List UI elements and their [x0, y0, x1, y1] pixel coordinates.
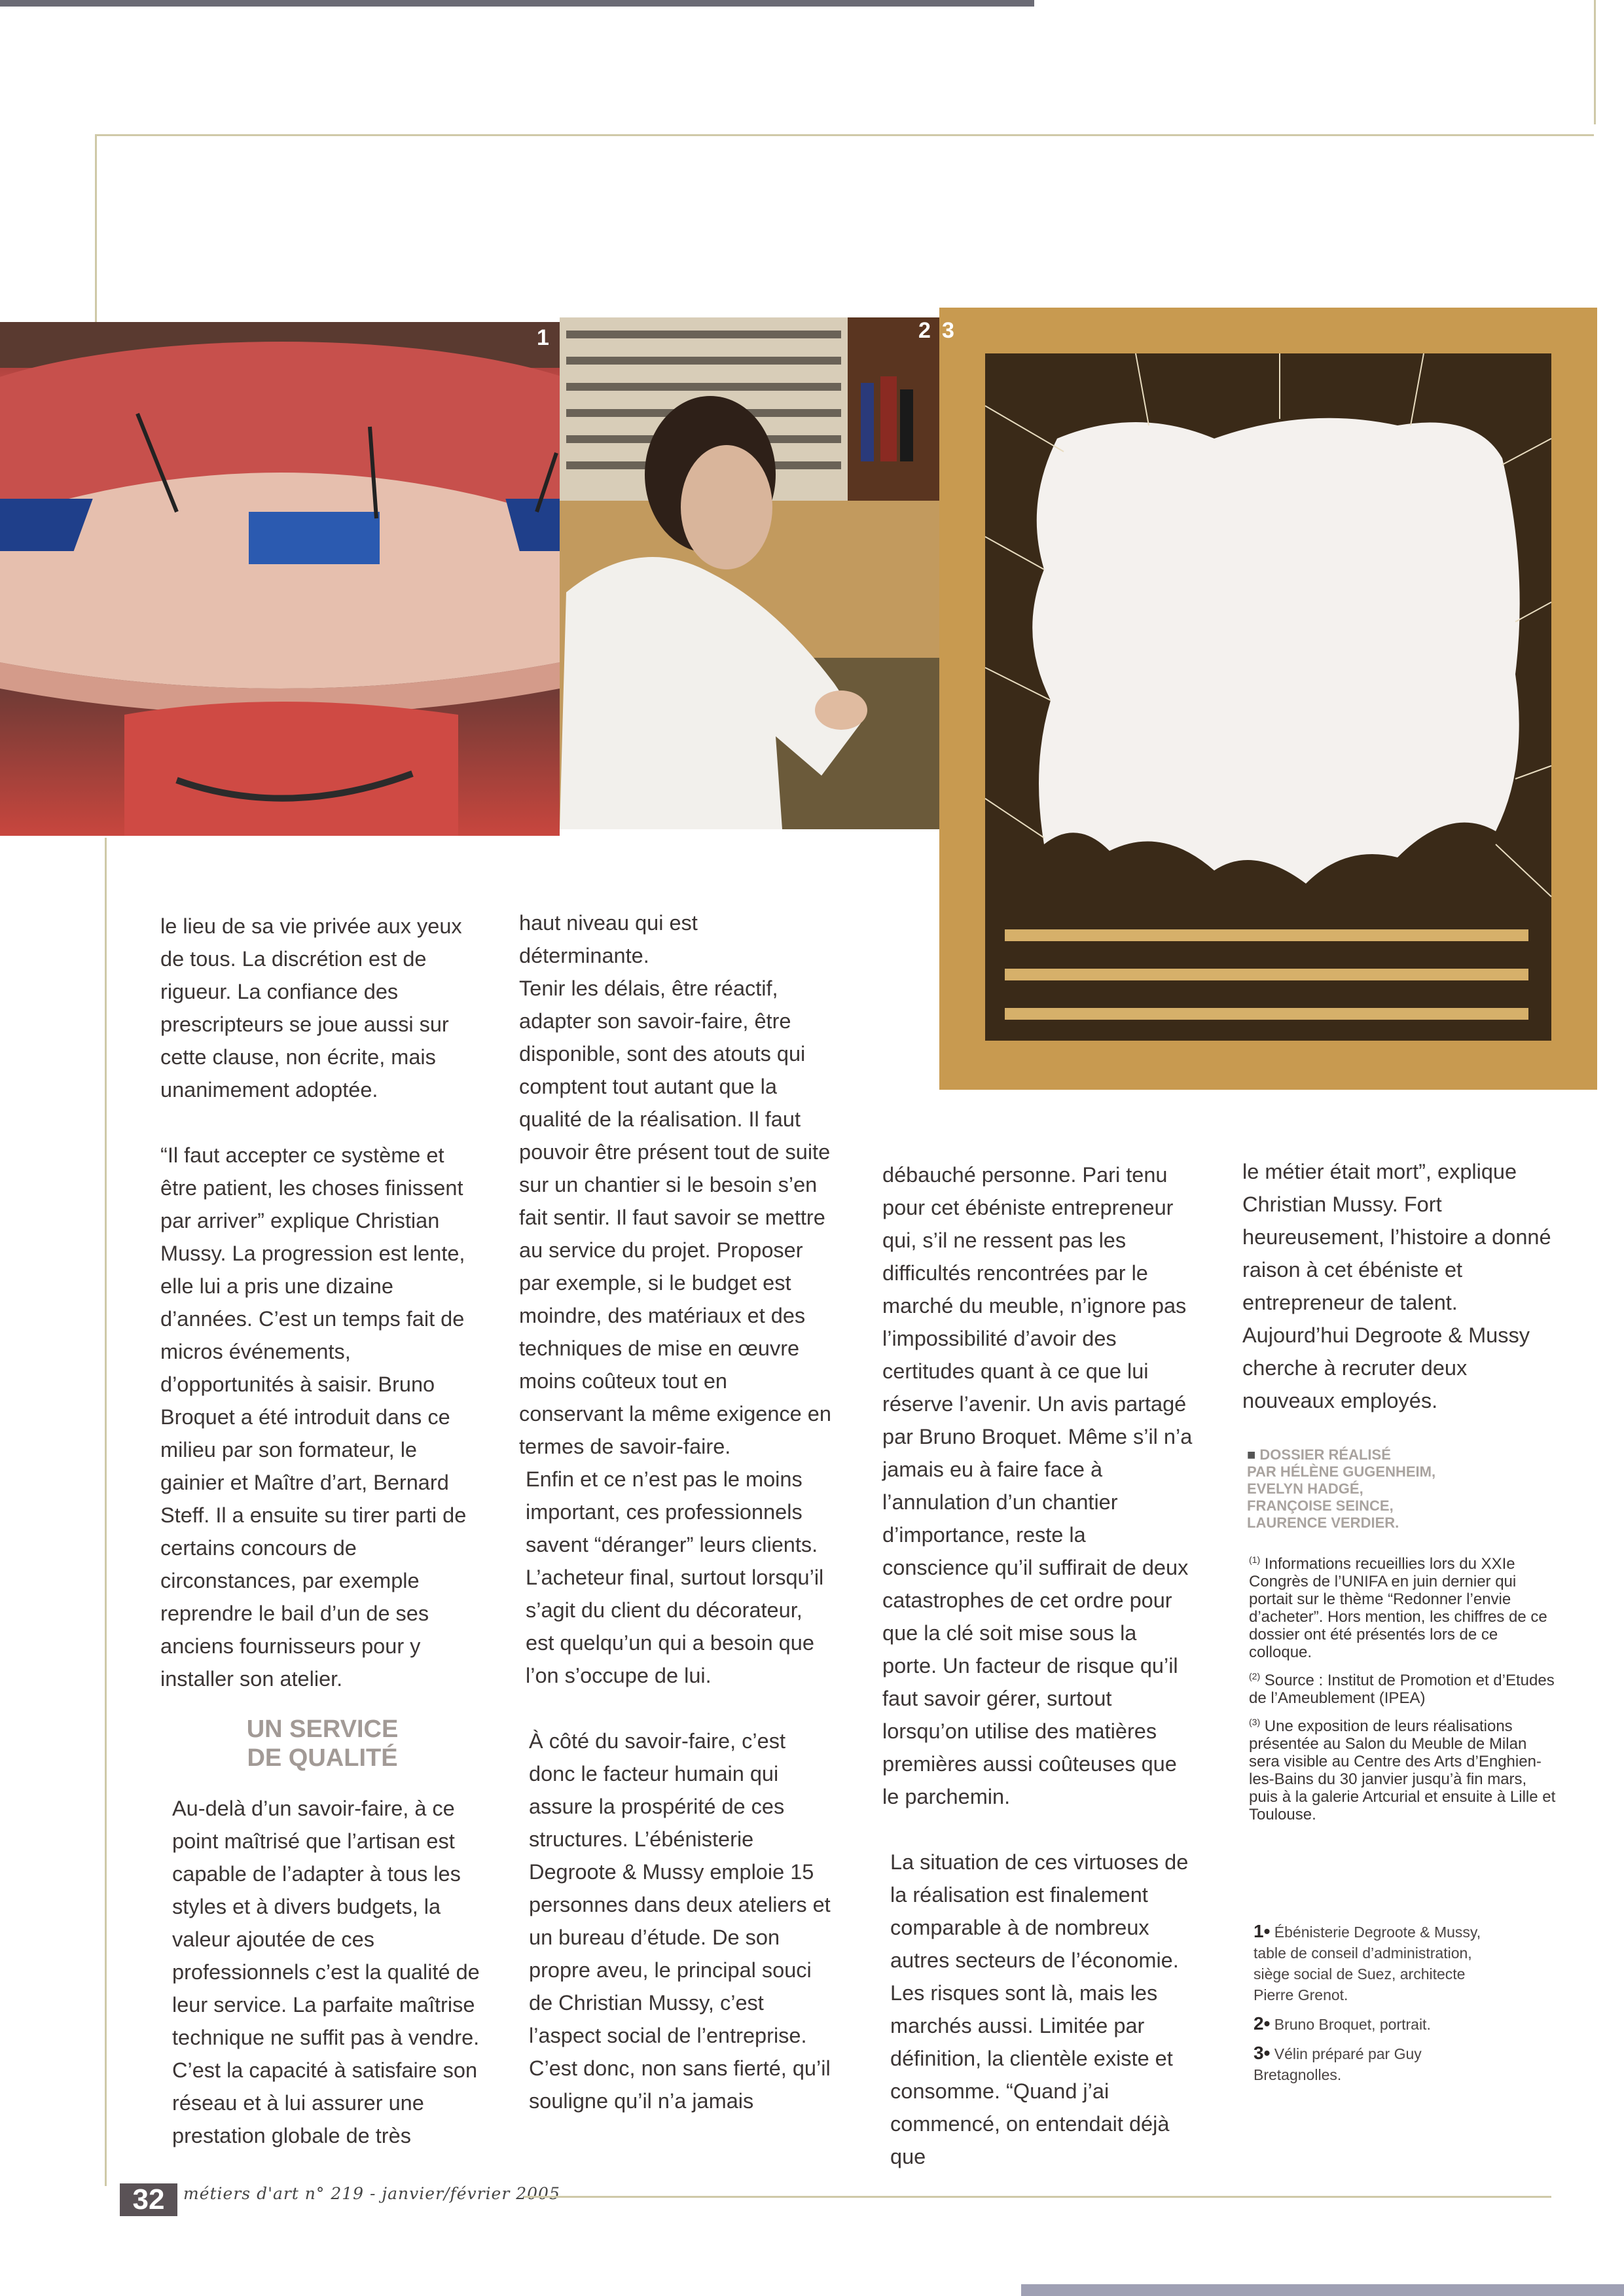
- footnote-2-text: Source : Institut de Promotion et d’Etudes de l’Ameublement (IPEA): [1249, 1672, 1555, 1707]
- subheading-line-1: UN SERVICE: [246, 1715, 399, 1743]
- frame-rule-left-lower: [105, 838, 107, 2186]
- credits-line-4: FRANÇOISE SEINCE,: [1247, 1498, 1394, 1514]
- col1-paragraph-3: Au-delà d’un savoir-faire, à ce point maîtrisé que l’artisan est capable de l’adapter à tous les styles et à divers budgets, la valeur ajoutée de ces professionnels c’est la qualité de leur service. La parfaite maîtrise technique ne suffit pas à vendre. C’est la capacité à satisfaire son réseau et à lui assurer une prestation globale de très: [172, 1797, 480, 2147]
- col4-paragraph-1: le métier était mort”, explique Christian Mussy. Fort heureusement, l’histoire a donné raison à cet ébéniste et entrepreneur de talent. Aujourd’hui Degroote & Mussy cherche à recruter deux nouveaux employés.: [1242, 1160, 1551, 1412]
- caption-1-number: 1•: [1254, 1921, 1271, 1941]
- col1-paragraph-2: “Il faut accepter ce système et être patient, les choses finissent par arriver” explique Christian Mussy. La progression est lente, elle lui a pris une dizaine d’années. C’est un temps fait de micros événements, d’opportunités à saisir. Bruno Broquet a été introduit dans ce milieu par son formateur, le gainier et Maître d’art, Bernard Steff. Il a ensuite su tirer parti de certains concours de circonstances, par exemple reprendre le bail d’un de ses anciens fournisseurs pour y installer son atelier.: [160, 1143, 467, 1691]
- col1-paragraph-1: le lieu de sa vie privée aux yeux de tous. La discrétion est de rigueur. La confiance des prescripteurs se joue aussi sur cette clause, non écrite, mais unanimement adoptée.: [160, 914, 462, 1102]
- article-column-3: [882, 1158, 1197, 2173]
- footnote-1-mark: (1): [1249, 1554, 1261, 1565]
- col3-paragraph-2: La situation de ces virtuoses de la réalisation est finalement comparable à de nombreux autres secteurs de l’économie. Les risques sont là, mais les marchés aussi. Limitée par définition, la clientèle existe et consomme. “Quand j’ai commencé, on entendait déjà que: [890, 1850, 1189, 2168]
- footnote-3-mark: (3): [1249, 1717, 1261, 1727]
- col2-paragraph-4: À côté du savoir-faire, c’est donc le facteur humain qui assure la prospérité de ces structures. L’ébénisterie Degroote & Mussy emploie 15 personnes dans deux ateliers et un bureau d’étude. De son propre aveu, le principal souci de Christian Mussy, c’est l’aspect social de l’entreprise. C’est donc, non sans fierté, qu’il souligne qu’il n’a jamais: [529, 1729, 831, 2113]
- col3-paragraph-1: débauché personne. Pari tenu pour cet ébéniste entrepreneur qui, s’il ne ressent pas les difficultés rencontrées par le marché du meuble, n’ignore pas l’impossibilité d’avoir des certitudes quant à ce que lui réserve l’avenir. Un avis partagé par Bruno Broquet. Même s’il n’a jamais eu à faire face à l’annulation d’un chantier d’importance, reste la conscience qu’il suffirait de deux catastrophes de cet ordre pour que la clé soit mise sous la porte. Un facteur de risque qu’il faut savoir gérer, surtout lorsqu’on utilise des matières premières aussi coûteuses que le parchemin.: [882, 1163, 1193, 1808]
- caption-1: [1254, 1921, 1502, 2005]
- footnote-1: [1249, 1551, 1557, 1661]
- caption-3: [1254, 2043, 1502, 2085]
- boardroom-illustration: [0, 322, 560, 836]
- subheading-line-2: DE QUALITÉ: [247, 1744, 398, 1772]
- caption-1-text: Ébénisterie Degroote & Mussy, table de conseil d’administration, siège social de Suez, architecte Pierre Grenot.: [1254, 1924, 1481, 2003]
- scan-edge: [0, 0, 1034, 7]
- footnote-3-text: Une exposition de leurs réalisations présentée au Salon du Meuble de Milan sera visible au Centre des Arts d’Enghien-les-Bains du 30 janvier jusqu’à fin mars, puis à la galerie Artcurial et ensuite à Lille et Toulouse.: [1249, 1717, 1556, 1823]
- col2-paragraph-2: Tenir les délais, être réactif, adapter son savoir-faire, être disponible, sont des atouts qui comptent tout autant que la qualité de la réalisation. Il faut pouvoir être présent tout de suite sur un chantier si le besoin s’en fait sentir. Il faut savoir se mettre au service du projet. Proposer par exemple, si le budget est moindre, des matériaux et des techniques de mise en œuvre moins coûteux tout en conservant la même exigence en termes de savoir-faire.: [519, 977, 831, 1458]
- caption-3-text: Vélin préparé par Guy Bretagnolles.: [1254, 2045, 1422, 2083]
- footnote-2-mark: (2): [1249, 1671, 1261, 1681]
- footer-rule: [524, 2196, 1551, 2198]
- credits-line-1: DOSSIER RÉALISÉ: [1259, 1446, 1391, 1463]
- scan-edge-bottom: [1021, 2284, 1624, 2296]
- footnote-2: [1249, 1668, 1557, 1707]
- portrait-illustration: [560, 317, 939, 829]
- footnote-1-text: Informations recueillies lors du XXIe Congrès de l’UNIFA en juin dernier qui portait sur le thème “Redonner l’envie d’acheter”. Hors mention, les chiffres de ce dossier ont été présentés lors de ce colloque.: [1249, 1555, 1547, 1661]
- credits-line-3: EVELYN HADGÉ,: [1247, 1480, 1363, 1497]
- photo-number-1: 1: [537, 325, 549, 350]
- frame-rule-left: [95, 134, 97, 324]
- photo-captions: [1254, 1921, 1502, 2085]
- frame-rule-top: [95, 134, 1594, 136]
- subheading: [160, 1715, 484, 1772]
- frame-rule-right: [1594, 0, 1596, 124]
- footnotes: [1249, 1551, 1557, 1830]
- article-column-2: [519, 906, 833, 2117]
- col2-paragraph-1: haut niveau qui est déterminante.: [519, 911, 698, 967]
- photo-vellum-frame: [918, 308, 1597, 1090]
- article-column-4: [1242, 1155, 1560, 1417]
- photo-boardroom-table: [0, 322, 560, 836]
- photo-portrait: [560, 317, 939, 829]
- footnote-3: [1249, 1713, 1557, 1823]
- credits-line-5: LAURENCE VERDIER.: [1247, 1515, 1399, 1531]
- caption-2: [1254, 2013, 1502, 2035]
- article-column-1: [160, 910, 484, 2152]
- vellum-frame-illustration: [939, 308, 1597, 1090]
- caption-2-text: Bruno Broquet, portrait.: [1274, 2016, 1431, 2033]
- col2-paragraph-3: Enfin et ce n’est pas le moins important, ces professionnels savent “déranger” leurs clients. L’acheteur final, surtout lorsqu’il s’agit du client du décorateur, est quelqu’un qui a besoin que l’on s’occupe de lui.: [526, 1467, 824, 1687]
- photo-number-3: 3: [942, 318, 954, 343]
- credits-line-2: PAR HÉLÈNE GUGENHEIM,: [1247, 1463, 1436, 1480]
- photo-number-2: 2: [918, 318, 931, 343]
- bullet-square-icon: ■: [1247, 1446, 1260, 1463]
- dossier-credits: [1247, 1446, 1542, 1532]
- caption-2-number: 2•: [1254, 2013, 1271, 2034]
- publication-footer: métiers d'art n° 219 - janvier/février 2005: [183, 2184, 560, 2203]
- page-number: 32: [120, 2183, 177, 2216]
- caption-3-number: 3•: [1254, 2043, 1271, 2063]
